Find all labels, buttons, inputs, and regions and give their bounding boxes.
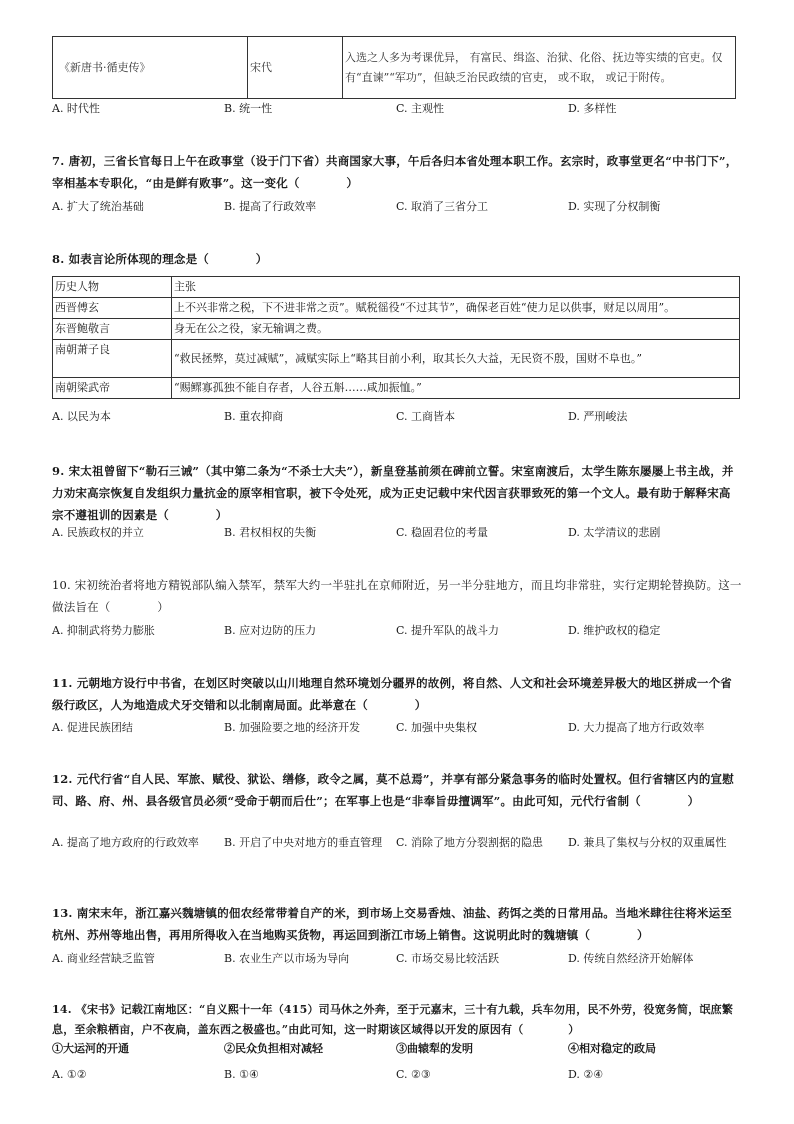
q12-option-a[interactable]: A. 提高了地方政府的行政效率 — [52, 836, 199, 849]
q6-era-cell: 宋代 — [248, 37, 343, 99]
q7-option-d[interactable]: D. 实现了分权制衡 — [568, 200, 661, 213]
q9-stem: 9. 宋太祖曾留下“勒石三诫”（其中第二条为“不杀士大夫”），新皇登基前须在碑前立誓。宋室南渡后，太学生陈东屡屡上书主战，并力劝宋高宗恢复自发组织力量抗金的原宰相官职，被下令处死，成为正史记载中宋代因言获罪致死的第一个文人。最有助于解释宋高宗不遵祖训的因素是（ ） — [52, 464, 734, 522]
q14-options — [52, 1066, 742, 1083]
q9-option-b[interactable]: B. 君权相权的失衡 — [224, 526, 317, 539]
q14-item-4: ④相对稳定的政局 — [568, 1042, 656, 1055]
q8-option-b[interactable]: B. 重农抑商 — [224, 410, 284, 423]
q12-option-b[interactable]: B. 开启了中央对地方的垂直管理 — [224, 836, 383, 849]
q10-option-d[interactable]: D. 维护政权的稳定 — [568, 624, 661, 637]
q13-option-a[interactable]: A. 商业经营缺乏监管 — [52, 952, 155, 965]
q7-options — [52, 198, 742, 215]
q14-item-3: ③曲辕犁的发明 — [396, 1042, 473, 1055]
q9-options — [52, 524, 742, 541]
q9-option-a[interactable]: A. 民族政权的并立 — [52, 526, 144, 539]
q10-option-a[interactable]: A. 抑制武将势力膨胀 — [52, 624, 155, 637]
q11-option-d[interactable]: D. 大力提高了地方行政效率 — [568, 721, 705, 734]
q13-option-d[interactable]: D. 传统自然经济开始解体 — [568, 952, 694, 965]
q14-option-c[interactable]: C. ②③ — [396, 1068, 431, 1081]
q8-table — [52, 276, 740, 399]
q8-row-claim: 上不兴非常之税，下不进非常之贡”。赋税徭役“不过其节”，确保老百姓“使力足以供事，财足以周用”。 — [172, 298, 740, 319]
q8-row-person: 南朝梁武帝 — [53, 378, 172, 399]
q13-option-b[interactable]: B. 农业生产以市场为导向 — [224, 952, 350, 965]
q14-item-1: ①大运河的开通 — [52, 1042, 129, 1055]
q14-item-2: ②民众负担相对减轻 — [224, 1042, 323, 1055]
q12-option-d[interactable]: D. 兼具了集权与分权的双重属性 — [568, 836, 727, 849]
q8-option-c[interactable]: C. 工商皆本 — [396, 410, 456, 423]
q14-items — [52, 1040, 742, 1058]
q10-option-b[interactable]: B. 应对边防的压力 — [224, 624, 317, 637]
q10-option-c[interactable]: C. 提升军队的战斗力 — [396, 624, 500, 637]
q11-options — [52, 719, 742, 736]
q11-stem: 11. 元朝地方设行中书省，在划区时突破以山川地理自然环境划分疆界的故例，将自然、人文和社会环境差异极大的地区拼成一个省级行政区，人为地造成犬牙交错和以北制南局面。此举意在（ ） — [52, 676, 733, 712]
q13-options — [52, 950, 742, 967]
q9-option-c[interactable]: C. 稳固君位的考量 — [396, 526, 489, 539]
q12-stem: 12. 元代行省“自人民、军旅、赋役、狱讼、缮修，政令之属，莫不总焉”，并享有部分紧急事务的临时处置权。但行省辖区内的宣慰司、路、府、州、县各级官员必须“受命于朝而后仕”；在军事上也是“非奉旨毋擅调军”。由此可知，元代行省制（ ） — [52, 772, 734, 808]
q7-option-c[interactable]: C. 取消了三省分工 — [396, 200, 489, 213]
q6-source-cell: 《新唐书·循吏传》 — [53, 37, 248, 99]
q8-row-claim: 身无在公之役，家无输调之费。 — [172, 319, 740, 340]
q8-row-claim: “赐鳏寡孤独不能自存者，人谷五斛……咸加振恤。” — [172, 378, 740, 399]
q12-option-c[interactable]: C. 消除了地方分裂割据的隐患 — [396, 836, 544, 849]
q12-options — [52, 834, 742, 851]
q8-header-person: 历史人物 — [53, 277, 172, 298]
q10-stem: 10. 宋初统治者将地方精锐部队编入禁军，禁军大约一半驻扎在京师附近，另一半分驻地方，而且均非常驻，实行定期轮替换防。这一做法旨在（ ） — [52, 578, 742, 614]
q6-option-c[interactable]: C. 主观性 — [396, 102, 445, 115]
q8-row-person: 西晋傅玄 — [53, 298, 172, 319]
q14-option-b[interactable]: B. ①④ — [224, 1068, 259, 1081]
q6-option-b[interactable]: B. 统一性 — [224, 102, 273, 115]
q14-stem: 14. 《宋书》记载江南地区：“自义熙十一年（415）司马休之外奔，至于元嘉末，三十有九载，兵车勿用，民不外劳，役宽务简，氓庶繁息，至余粮栖亩，户不夜扃，盖东西之极盛也。”由此可知，这一时期该区域得以开发的原因有（ ） — [52, 1003, 734, 1036]
q7-option-a[interactable]: A. 扩大了统治基础 — [52, 200, 144, 213]
q11-option-a[interactable]: A. 促进民族团结 — [52, 721, 133, 734]
q6-option-d[interactable]: D. 多样性 — [568, 102, 617, 115]
q8-options — [52, 408, 742, 425]
q6-content-cell: 入选之人多为考课优异， 有富民、缉盗、治狱、化俗、抚边等实绩的官吏。仅有“直谏”“军功”，但缺乏治民政绩的官吏， 或不取， 或记于附传。 — [343, 37, 736, 99]
q8-row-person: 南朝萧子良 — [53, 340, 172, 378]
q10-options — [52, 622, 742, 639]
q13-option-c[interactable]: C. 市场交易比较活跃 — [396, 952, 500, 965]
q13-stem: 13. 南宋末年，浙江嘉兴魏塘镇的佃农经常带着自产的米，到市场上交易香烛、油盐、药饵之类的日常用品。当地米肆往往将米运至杭州、苏州等地出售，再用所得收入在当地购买货物，再运回到浙江市场上销售。这说明此时的魏塘镇（ ） — [52, 906, 733, 942]
q14-option-a[interactable]: A. ①② — [52, 1068, 87, 1081]
q7-option-b[interactable]: B. 提高了行政效率 — [224, 200, 317, 213]
q7-stem: 7. 唐初，三省长官每日上午在政事堂（设于门下省）共商国家大事，午后各归本省处理本职工作。玄宗时，政事堂更名“中书门下”，宰相基本专职化，“由是鲜有败事”。这一变化（ ） — [52, 154, 738, 190]
q8-row-claim: “救民拯弊，莫过减赋”，减赋实际上“略其目前小利，取其长久大益，无民资不殷，国财不阜也。” — [172, 340, 740, 378]
q6-source-table — [52, 36, 736, 99]
q8-option-a[interactable]: A. 以民为本 — [52, 410, 111, 423]
q8-row-person: 东晋鲍敬言 — [53, 319, 172, 340]
q11-option-b[interactable]: B. 加强险要之地的经济开发 — [224, 721, 361, 734]
q14-option-d[interactable]: D. ②④ — [568, 1068, 604, 1081]
q6-option-a[interactable]: A. 时代性 — [52, 102, 100, 115]
q8-stem: 8. 如表言论所体现的理念是（ ） — [52, 252, 268, 266]
q8-option-d[interactable]: D. 严刑峻法 — [568, 410, 628, 423]
q11-option-c[interactable]: C. 加强中央集权 — [396, 721, 478, 734]
q9-option-d[interactable]: D. 太学清议的悲剧 — [568, 526, 661, 539]
q8-header-claim: 主张 — [172, 277, 740, 298]
q6-options — [52, 100, 742, 117]
